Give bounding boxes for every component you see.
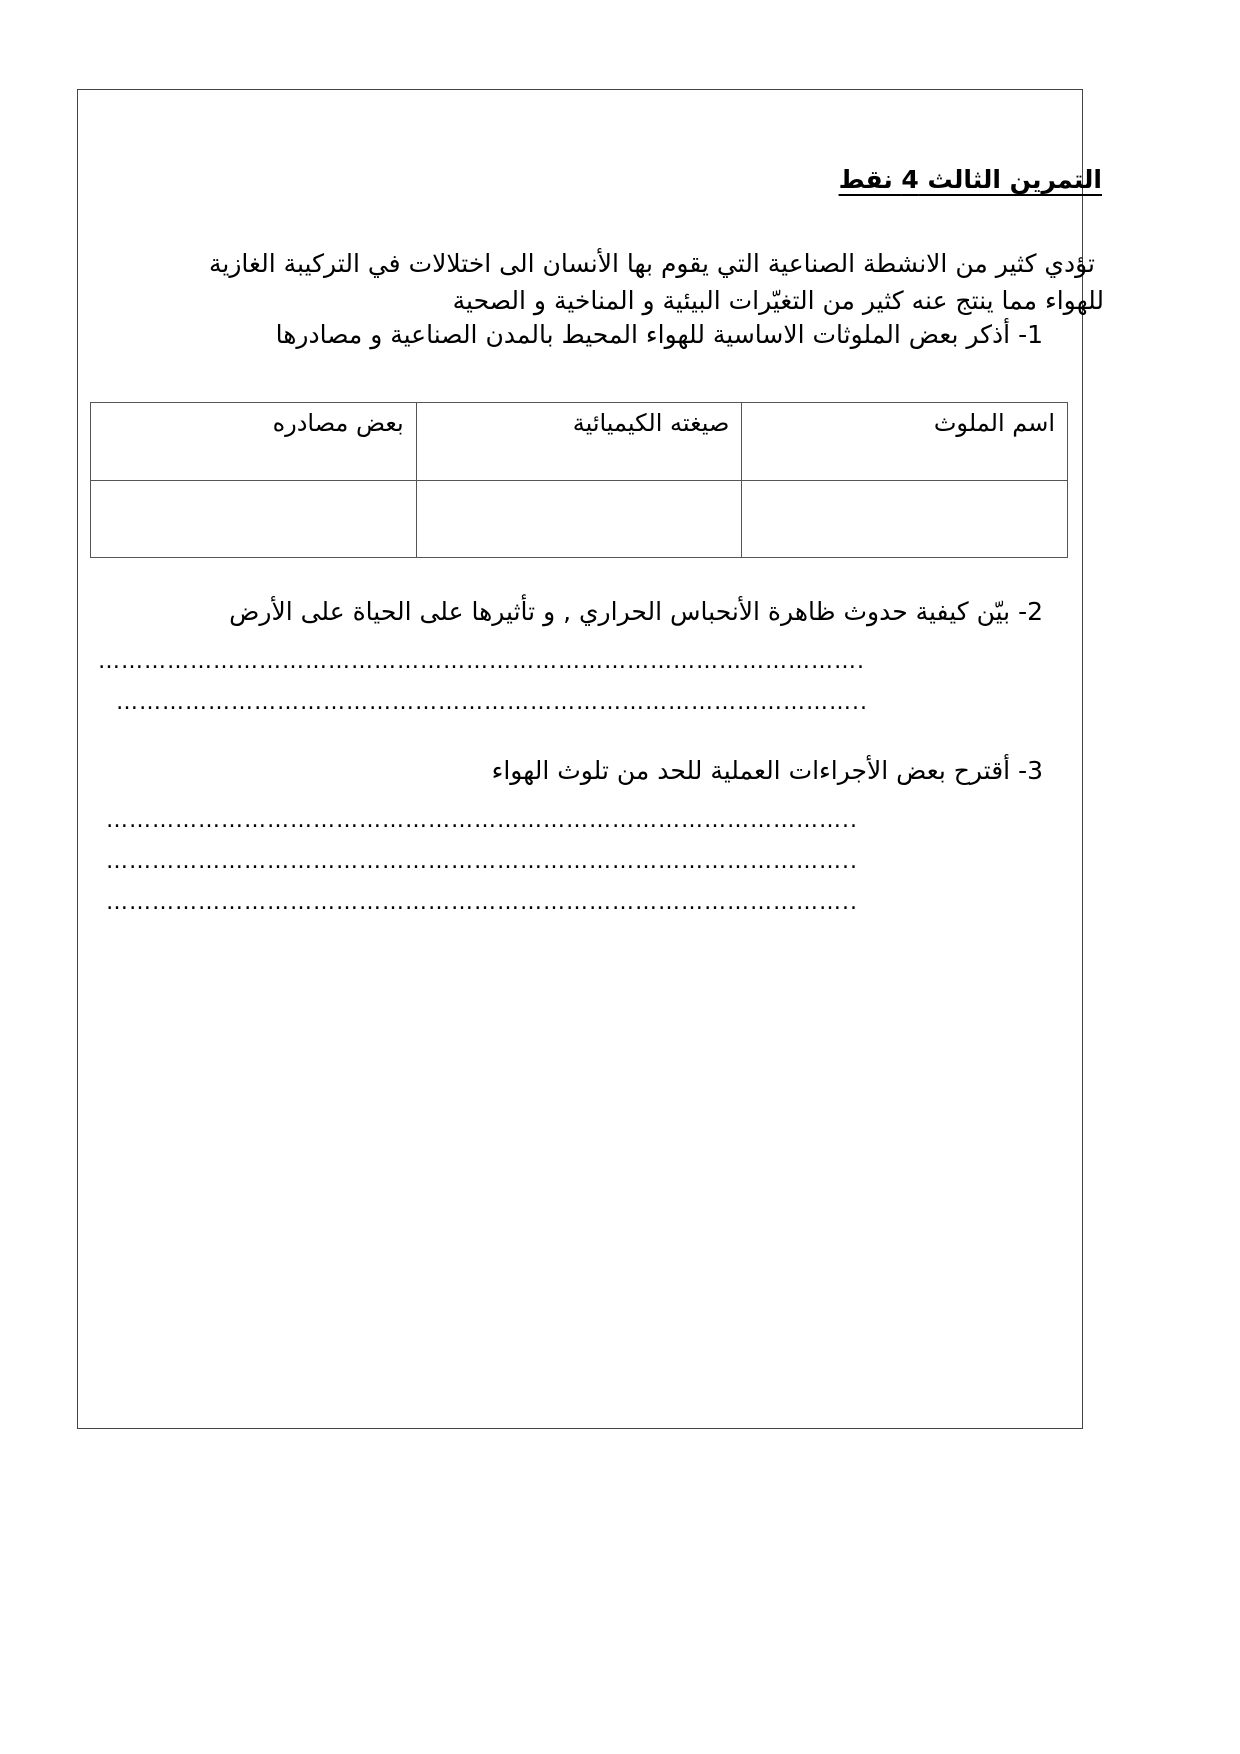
answer-line-q3-3[interactable]: …………………………………………………………………………………….. [106,892,858,914]
header-chemical-formula: صيغته الكيميائية [416,403,742,481]
question-2: 2- بيّن كيفية حدوث ظاهرة الأنحباس الحراري , و تأثيرها على الحياة على الأرض [229,597,1043,626]
header-pollutant-name: اسم الملوث [742,403,1068,481]
answer-cell-sources[interactable] [91,480,417,558]
intro-line-2: للهواء مما ينتج عنه كثير من التغيّرات البيئية و المناخية و الصحية [452,286,1104,315]
answer-line-q3-1[interactable]: …………………………………………………………………………………….. [106,810,858,832]
intro-paragraph [144,245,1104,319]
answer-line-q2-1[interactable]: ………………………………………………………………………………………. [98,651,865,673]
intro-line-1: تؤدي كثير من الانشطة الصناعية التي يقوم بها الأنسان الى اختلالات في التركيبة الغازية [208,249,1095,278]
header-sources: بعض مصادره [91,403,417,481]
answer-line-q2-2[interactable]: …………………………………………………………………………………….. [116,692,868,714]
question-1: 1- أذكر بعض الملوثات الاساسية للهواء المحيط بالمدن الصناعية و مصادرها [275,320,1043,349]
answer-line-q3-2[interactable]: …………………………………………………………………………………….. [106,851,858,873]
table-row [91,480,1068,558]
exercise-title: التمرين الثالث 4 نقط [838,165,1102,194]
pollutants-table [90,402,1068,558]
answer-cell-chemical-formula[interactable] [416,480,742,558]
question-3: 3- أقترح بعض الأجراءات العملية للحد من تلوث الهواء [491,756,1043,785]
table-header-row [91,403,1068,481]
answer-cell-pollutant-name[interactable] [742,480,1068,558]
